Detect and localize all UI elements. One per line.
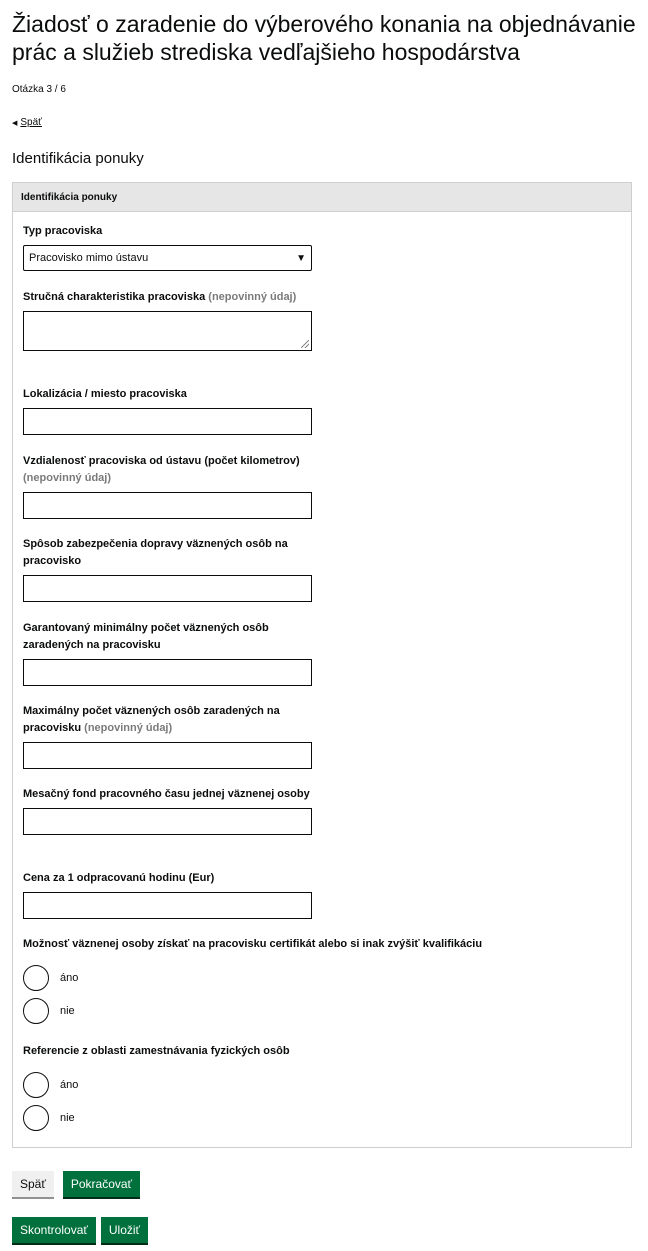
monthly-fund-input[interactable]: [23, 808, 312, 835]
radio-button[interactable]: [23, 1072, 49, 1098]
references-label: Referencie z oblasti zamestnávania fyzických osôb: [23, 1045, 290, 1057]
panel-heading: Identifikácia ponuky: [13, 183, 631, 212]
field-monthly-fund: [23, 786, 323, 835]
back-link[interactable]: [12, 117, 42, 130]
field-price: [23, 870, 323, 919]
certificate-option-yes[interactable]: [23, 964, 583, 991]
description-textarea[interactable]: [23, 311, 312, 351]
radio-label: áno: [60, 971, 79, 984]
field-max-count: [23, 703, 323, 769]
save-button[interactable]: Uložiť: [101, 1217, 148, 1243]
workplace-type-select[interactable]: [23, 245, 312, 271]
max-count-label-text: Maximálny počet väznených osôb zaradených na pracovisku: [23, 705, 280, 734]
distance-label: [23, 453, 313, 487]
distance-input[interactable]: [23, 492, 312, 519]
back-triangle-icon: ◀: [12, 120, 18, 127]
references-option-no[interactable]: [23, 1104, 583, 1131]
location-input[interactable]: [23, 408, 312, 435]
optional-tag: (nepovinný údaj): [84, 722, 173, 734]
field-min-count: [23, 620, 323, 686]
certificate-label: Možnosť väznenej osoby získať na pracovisku certifikát alebo si inak zvýšiť kvalifikáciu: [23, 938, 483, 950]
transport-input[interactable]: [23, 575, 312, 602]
resize-grip-icon[interactable]: [301, 340, 309, 348]
min-count-label: Garantovaný minimálny počet väznených osôb zaradených na pracovisku: [23, 622, 269, 651]
description-label: [23, 289, 313, 306]
question-counter: Otázka 3 / 6: [12, 84, 66, 95]
distance-label-text: Vzdialenosť pracoviska od ústavu (počet kilometrov): [23, 455, 300, 467]
certificate-option-no[interactable]: [23, 997, 583, 1024]
location-label: Lokalizácia / miesto pracoviska: [23, 388, 187, 400]
workplace-type-label: Typ pracoviska: [23, 225, 103, 237]
min-count-input[interactable]: [23, 659, 312, 686]
page-title: Žiadosť o zaradenie do výberového konania na objednávanie prác a služieb strediska vedľajšieho hospodárstva: [12, 11, 636, 65]
radio-button[interactable]: [23, 1105, 49, 1131]
action-buttons: [12, 1217, 148, 1243]
workplace-type-value: Pracovisko mimo ústavu: [29, 252, 149, 264]
radio-button[interactable]: [23, 965, 49, 991]
nav-buttons: [12, 1171, 140, 1197]
price-input[interactable]: [23, 892, 312, 919]
transport-label: Spôsob zabezpečenia dopravy väznených osôb na pracovisko: [23, 538, 288, 567]
radio-label: nie: [60, 1111, 75, 1124]
continue-button[interactable]: Pokračovať: [63, 1171, 140, 1197]
price-label: Cena za 1 odpracovanú hodinu (Eur): [23, 872, 215, 884]
references-option-yes[interactable]: [23, 1071, 583, 1098]
field-location: [23, 386, 323, 435]
max-count-label: [23, 703, 313, 737]
check-button[interactable]: Skontrolovať: [12, 1217, 96, 1243]
radio-button[interactable]: [23, 998, 49, 1024]
optional-tag: (nepovinný údaj): [23, 472, 111, 484]
chevron-down-icon: ▼: [296, 252, 306, 264]
field-distance: [23, 453, 323, 519]
back-button[interactable]: Späť: [12, 1171, 54, 1197]
description-label-text: Stručná charakteristika pracoviska: [23, 291, 206, 303]
monthly-fund-label: Mesačný fond pracovného času jednej väznenej osoby: [23, 788, 310, 800]
field-description: [23, 289, 323, 351]
back-link-label: Späť: [20, 117, 42, 128]
radio-label: nie: [60, 1004, 75, 1017]
field-workplace-type: [23, 223, 323, 271]
radio-label: áno: [60, 1078, 79, 1091]
section-title: Identifikácia ponuky: [12, 150, 144, 167]
optional-tag: (nepovinný údaj): [208, 291, 297, 303]
max-count-input[interactable]: [23, 742, 312, 769]
field-transport: [23, 536, 323, 602]
field-certificate: [23, 936, 583, 1024]
field-references: [23, 1043, 583, 1131]
